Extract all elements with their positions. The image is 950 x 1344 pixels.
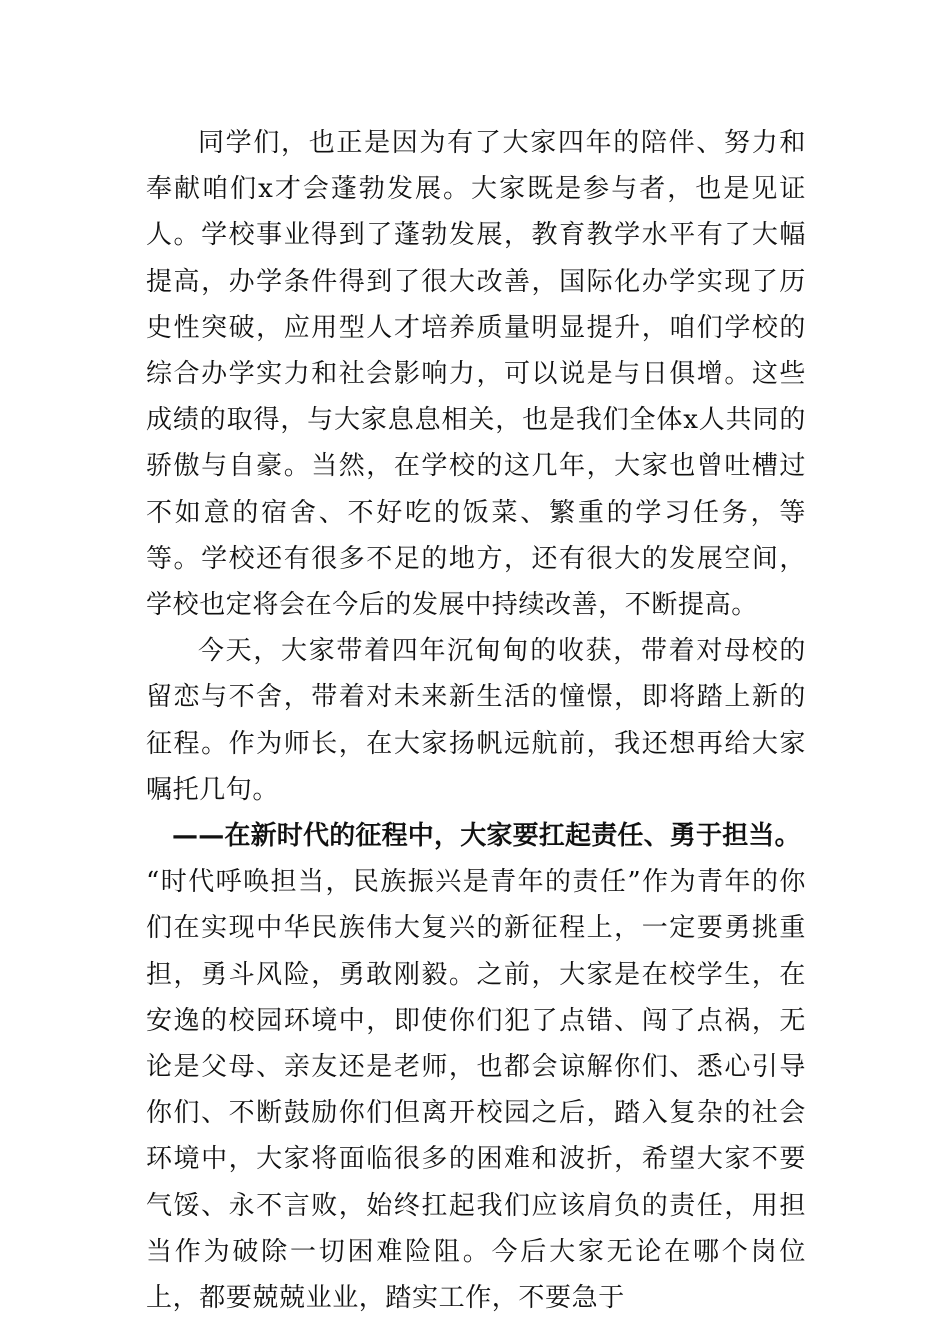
paragraph-1: 同学们，也正是因为有了大家四年的陪伴、努力和奉献咱们x才会蓬勃发展。大家既是参与者，也是见证人。学校事业得到了蓬勃发展，教育教学水平有了大幅提高，办学条件得到了很大改善，国际化办学实现了历史性突破，应用型人才培养质量明显提升，咱们学校的综合办学实力和社会影响力，可以说是与日俱增。这些成绩的取得，与大家息息相关，也是我们全体x人共同的骄傲与自豪。当然，在学校的这几年，大家也曾吐槽过不如意的宿舍、不好吃的饭菜、繁重的学习任务，等等。学校还有很多不足的地方，还有很大的发展空间，学校也定将会在今后的发展中持续改善，不断提高。 (146, 128, 806, 621)
paragraph-2: 今天，大家带着四年沉甸甸的收获，带着对母校的留恋与不舍，带着对未来新生活的憧憬，即将踏上新的征程。作为师长，在大家扬帆远航前，我还想再给大家嘱托几句。 (146, 636, 806, 805)
paragraph-3: “时代呼唤担当，民族振兴是青年的责任”作为青年的你们在实现中华民族伟大复兴的新征程上，一定要勇挑重担，勇斗风险，勇敢刚毅。之前，大家是在校学生，在安逸的校园环境中，即使你们犯了点错、闯了点祸，无论是父母、亲友还是老师，也都会谅解你们、悉心引导你们、不断鼓励你们但离开校园之后，踏入复杂的社会环境中，大家将面临很多的困难和波折，希望大家不要气馁、永不言败，始终扛起我们应该肩负的责任，用担当作为破除一切困难险阻。今后大家无论在哪个岗位上，都要兢兢业业，踏实工作，不要急于 (146, 867, 806, 1314)
section-heading: ——在新时代的征程中，大家要扛起责任、勇于担当。 (172, 821, 801, 852)
document-page (146, 120, 806, 1321)
